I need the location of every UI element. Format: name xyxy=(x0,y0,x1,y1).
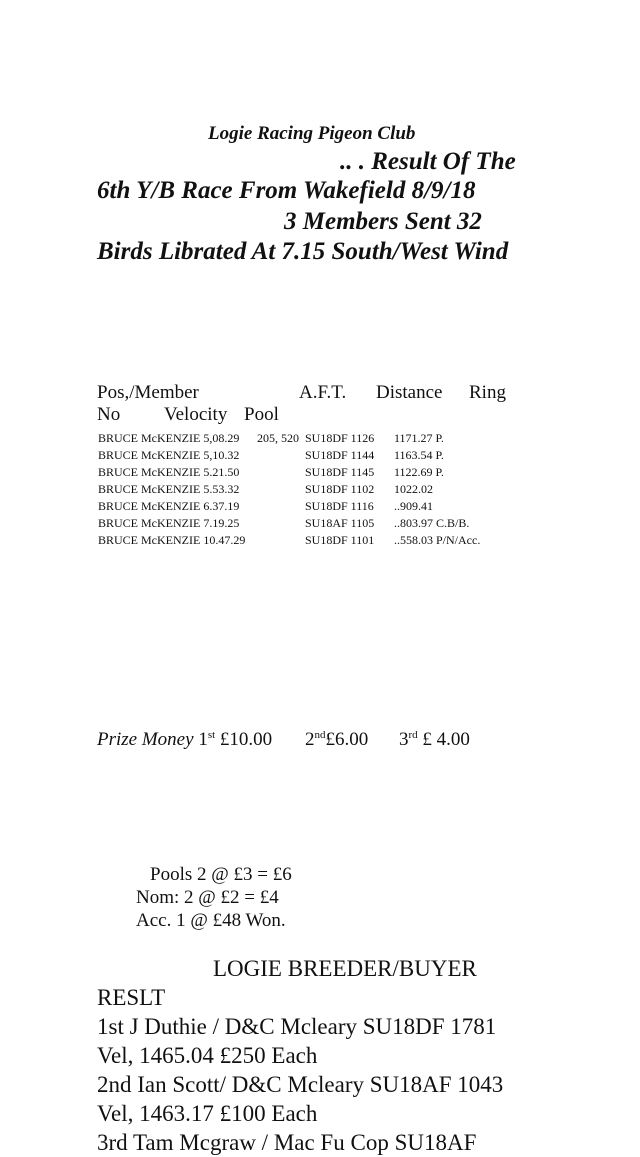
breeder-line: 2nd Ian Scott/ D&C Mcleary SU18AF 1043 xyxy=(97,1072,504,1097)
breeder-line: Vel, 1465.04 £250 Each xyxy=(97,1043,318,1068)
prize-money-label: Prize Money xyxy=(97,729,194,750)
header-pool: Pool xyxy=(244,404,279,425)
velocity-cell: 1171.27 P. xyxy=(394,431,444,445)
velocity-cell: 1163.54 P. xyxy=(394,448,444,462)
ring-cell: SU18DF 1145 xyxy=(305,465,375,479)
prize-second-sup: nd xyxy=(314,729,326,741)
extra-cell: 205, 520 xyxy=(257,431,299,445)
title-line-4: Birds Librated At 7.15 South/West Wind xyxy=(97,238,509,265)
prize-third-sup: rd xyxy=(408,729,418,741)
header-ring: Ring xyxy=(469,382,506,403)
member-cell: BRUCE McKENZIE 5,08.29 xyxy=(98,431,240,445)
prize-third-amount: £ 4.00 xyxy=(422,729,470,750)
ring-cell: SU18DF 1101 xyxy=(305,533,375,547)
breeder-line: 1st J Duthie / D&C Mcleary SU18DF 1781 xyxy=(97,1014,497,1039)
title-line-1: .. . Result Of The xyxy=(340,148,516,175)
ring-cell: SU18DF 1144 xyxy=(305,448,375,462)
ring-cell: SU18DF 1116 xyxy=(305,499,374,513)
pools-line: Pools 2 @ £3 = £6 xyxy=(150,864,292,885)
velocity-cell: ..909.41 xyxy=(394,499,433,513)
member-cell: BRUCE McKENZIE 6.37.19 xyxy=(98,499,240,513)
breeder-line: RESLT xyxy=(97,985,166,1010)
prize-first-sup: st xyxy=(207,729,216,741)
header-aft: A.F.T. xyxy=(299,382,347,403)
header-pos-member: Pos,/Member xyxy=(97,382,199,403)
prize-second-ord: 2 xyxy=(305,729,315,750)
prize-first-amount: £10.00 xyxy=(219,729,273,750)
prize-second-amount: £6.00 xyxy=(325,729,369,750)
prize-first-ord: 1 xyxy=(198,729,208,750)
prize-first xyxy=(198,729,272,750)
header-distance: Distance xyxy=(376,382,443,403)
member-cell: BRUCE McKENZIE 5,10.32 xyxy=(98,448,240,462)
velocity-cell: ..803.97 C.B/B. xyxy=(394,516,470,530)
velocity-cell: ..558.03 P/N/Acc. xyxy=(394,533,481,547)
title-line-2: 6th Y/B Race From Wakefield 8/9/18 xyxy=(97,177,476,204)
acc-line: Acc. 1 @ £48 Won. xyxy=(136,910,286,931)
breeder-line: Vel, 1463.17 £100 Each xyxy=(97,1101,318,1126)
club-title: Logie Racing Pigeon Club xyxy=(208,123,416,144)
nom-line: Nom: 2 @ £2 = £4 xyxy=(136,887,279,908)
title-line-3: 3 Members Sent 32 xyxy=(284,208,482,235)
ring-cell: SU18AF 1105 xyxy=(305,516,375,530)
velocity-cell: 1022.02 xyxy=(394,482,433,496)
breeder-heading: LOGIE BREEDER/BUYER xyxy=(213,956,477,981)
member-cell: BRUCE McKENZIE 10.47.29 xyxy=(98,533,246,547)
prize-money-line xyxy=(97,729,272,751)
prize-second xyxy=(305,729,368,751)
header-no: No xyxy=(97,404,121,425)
member-cell: BRUCE McKENZIE 7.19.25 xyxy=(98,516,240,530)
prize-third xyxy=(399,729,470,751)
velocity-cell: 1122.69 P. xyxy=(394,465,444,479)
header-velocity: Velocity xyxy=(164,404,228,425)
ring-cell: SU18DF 1126 xyxy=(305,431,375,445)
prize-third-ord: 3 xyxy=(399,729,409,750)
member-cell: BRUCE McKENZIE 5.53.32 xyxy=(98,482,240,496)
breeder-line: 3rd Tam Mcgraw / Mac Fu Cop SU18AF xyxy=(97,1130,477,1155)
ring-cell: SU18DF 1102 xyxy=(305,482,375,496)
member-cell: BRUCE McKENZIE 5.21.50 xyxy=(98,465,240,479)
